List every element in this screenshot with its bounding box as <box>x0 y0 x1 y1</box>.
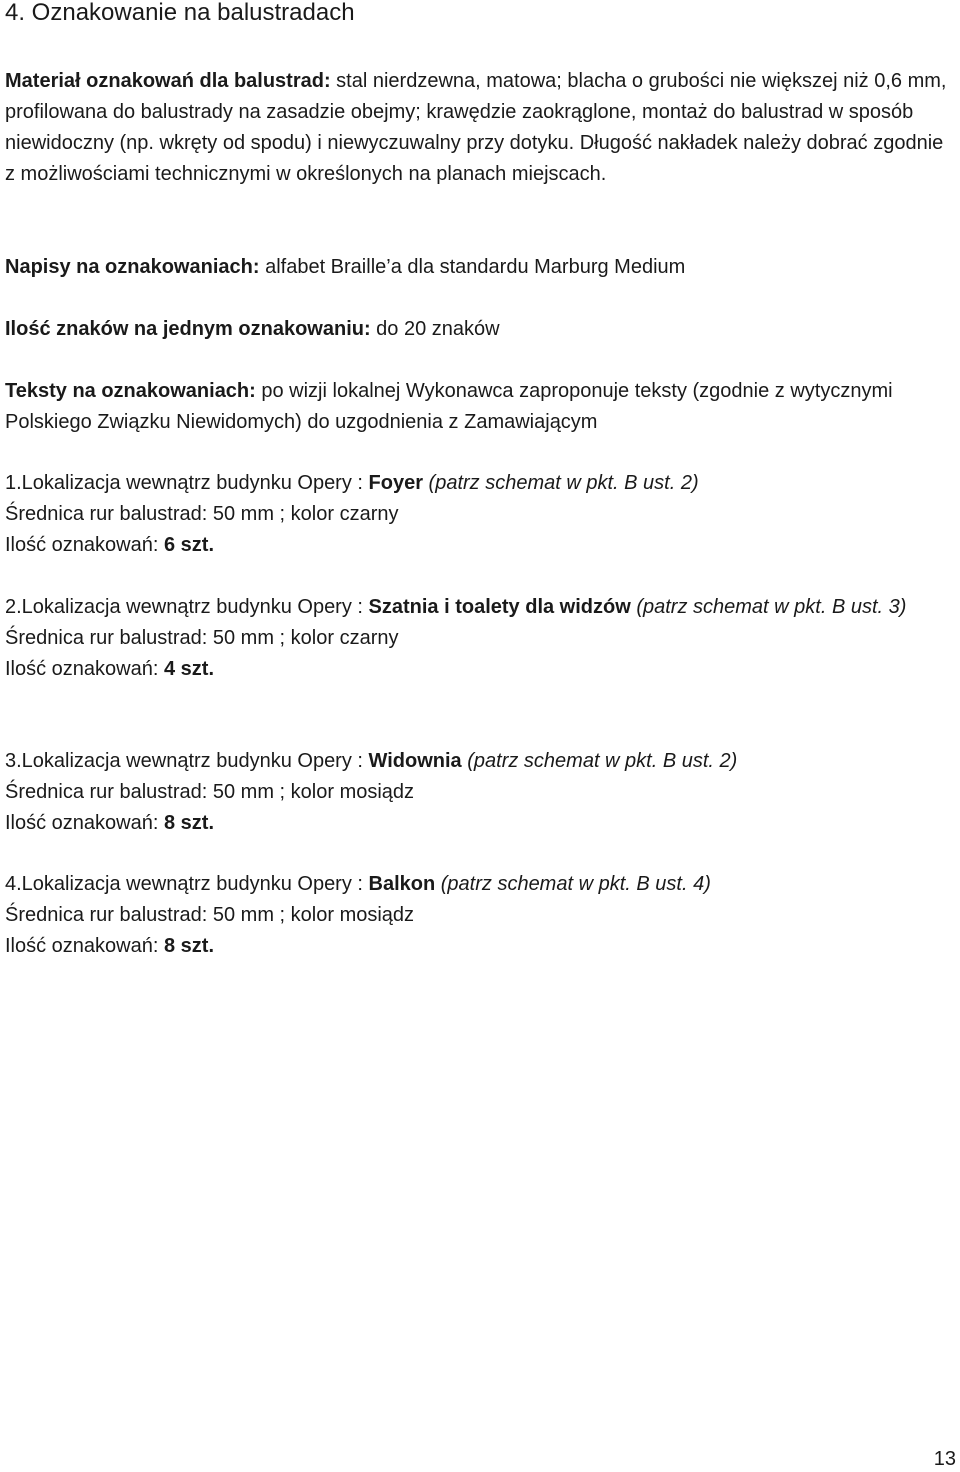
location-diameter: Średnica rur balustrad: 50 mm ; kolor mosiądz <box>5 904 415 926</box>
location-block <box>5 746 955 839</box>
location-title <box>5 468 955 499</box>
location-prefix: 4.Lokalizacja wewnątrz budynku Opery : <box>5 873 369 895</box>
material-label: Materiał oznakowań dla balustrad: <box>5 70 331 92</box>
location-count <box>5 808 955 839</box>
location-reference: (patrz schemat w pkt. B ust. 4) <box>435 873 711 895</box>
location-prefix: 3.Lokalizacja wewnątrz budynku Opery : <box>5 750 369 772</box>
texts-paragraph <box>5 376 955 438</box>
location-name: Szatnia i toalety dla widzów <box>368 596 631 618</box>
location-count-label: Ilość oznakowań: <box>5 935 164 957</box>
inscriptions-text: alfabet Braille’a dla standardu Marburg Medium <box>259 256 686 278</box>
texts-text: po wizji lokalnej Wykonawca zaproponuje teksty (zgodnie z wytycznymi Polskiego Związku Niewidomych) do uzgodnienia z Zamawiającym <box>5 380 893 433</box>
location-count-label: Ilość oznakowań: <box>5 812 164 834</box>
location-count-value: 4 szt. <box>163 658 215 680</box>
location-title <box>5 869 955 900</box>
location-title <box>5 746 955 777</box>
char-count-text: do 20 znaków <box>370 318 500 340</box>
location-name: Foyer <box>368 472 423 494</box>
location-block <box>5 468 955 561</box>
location-count <box>5 654 955 685</box>
char-count-label: Ilość znaków na jednym oznakowaniu: <box>5 318 371 340</box>
char-count-paragraph <box>5 314 955 345</box>
location-reference: (patrz schemat w pkt. B ust. 2) <box>461 750 738 772</box>
location-diameter: Średnica rur balustrad: 50 mm ; kolor mosiądz <box>5 781 415 803</box>
material-paragraph <box>5 66 955 190</box>
location-title <box>5 592 955 623</box>
location-diameter: Średnica rur balustrad: 50 mm ; kolor czarny <box>5 627 399 649</box>
location-name: Balkon <box>368 873 436 895</box>
texts-label: Teksty na oznakowaniach: <box>5 380 256 402</box>
material-text: stal nierdzewna, matowa; blacha o grubości nie większej niż 0,6 mm, profilowana do balustrady na zasadzie obejmy; krawędzie zaokrąglone, montaż do balustrad w sposób niewidoczny (np. wkręty od spodu) i niewyczuwalny przy dotyku. Długość nakładek należy dobrać zgodnie z możliwościami technicznymi w określonych na planach miejscach. <box>5 70 947 185</box>
location-count <box>5 931 955 962</box>
section-heading: 4. Oznakowanie na balustradach <box>5 0 355 26</box>
location-reference: (patrz schemat w pkt. B ust. 2) <box>422 472 699 494</box>
location-prefix: 1.Lokalizacja wewnątrz budynku Opery : <box>5 472 369 494</box>
location-prefix: 2.Lokalizacja wewnątrz budynku Opery : <box>5 596 369 618</box>
location-diameter: Średnica rur balustrad: 50 mm ; kolor czarny <box>5 503 399 525</box>
location-count-label: Ilość oznakowań: <box>5 658 164 680</box>
location-reference: (patrz schemat w pkt. B ust. 3) <box>630 596 907 618</box>
location-block <box>5 592 955 685</box>
inscriptions-label: Napisy na oznakowaniach: <box>5 256 260 278</box>
location-name: Widownia <box>368 750 462 772</box>
location-count-label: Ilość oznakowań: <box>5 534 164 556</box>
inscriptions-paragraph <box>5 252 955 283</box>
location-count <box>5 530 955 561</box>
location-count-value: 6 szt. <box>163 534 215 556</box>
page-number: 13 <box>933 1448 956 1470</box>
location-count-value: 8 szt. <box>163 935 215 957</box>
location-count-value: 8 szt. <box>163 812 215 834</box>
location-block <box>5 869 955 962</box>
